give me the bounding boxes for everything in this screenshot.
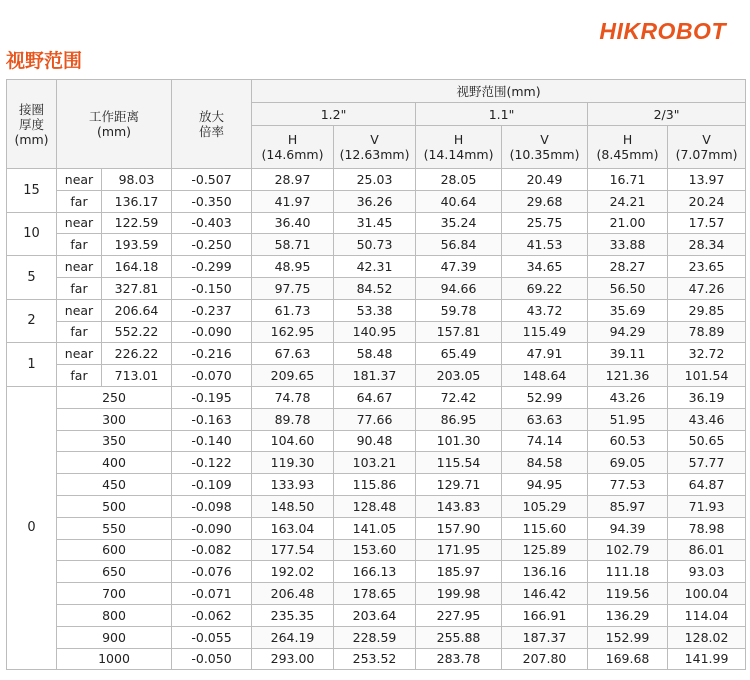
table-row (7, 299, 746, 321)
magnification-cell: -0.090 (172, 321, 252, 343)
distance-cell: 122.59 (102, 212, 172, 234)
thickness-cell: 10 (7, 212, 57, 256)
fov-value-cell: 65.49 (416, 343, 502, 365)
fov-value-cell: 185.97 (416, 561, 502, 583)
distance-cell: 450 (57, 474, 172, 496)
fov-value-cell: 115.60 (502, 517, 588, 539)
magnification-cell: -0.163 (172, 408, 252, 430)
table-row (7, 256, 746, 278)
sensor-1-2-h: H (14.6mm) (252, 126, 334, 169)
distance-cell: 350 (57, 430, 172, 452)
distance-cell: 226.22 (102, 343, 172, 365)
fov-value-cell: 157.90 (416, 517, 502, 539)
table-row (7, 408, 746, 430)
fov-value-cell: 166.13 (334, 561, 416, 583)
fov-table (6, 79, 746, 670)
magnification-cell: -0.109 (172, 474, 252, 496)
fov-value-cell: 58.71 (252, 234, 334, 256)
magnification-cell: -0.082 (172, 539, 252, 561)
fov-value-cell: 69.22 (502, 277, 588, 299)
table-header (7, 80, 746, 169)
fov-value-cell: 146.42 (502, 583, 588, 605)
fov-value-cell: 43.46 (668, 408, 746, 430)
fov-value-cell: 255.88 (416, 626, 502, 648)
magnification-cell: -0.507 (172, 169, 252, 191)
table-row (7, 626, 746, 648)
fov-value-cell: 41.53 (502, 234, 588, 256)
fov-value-cell: 114.04 (668, 604, 746, 626)
magnification-cell: -0.216 (172, 343, 252, 365)
fov-value-cell: 152.99 (588, 626, 668, 648)
near-far-cell: near (57, 169, 102, 191)
table-row (7, 604, 746, 626)
distance-cell: 550 (57, 517, 172, 539)
fov-value-cell: 102.79 (588, 539, 668, 561)
fov-value-cell: 209.65 (252, 365, 334, 387)
table-row (7, 190, 746, 212)
fov-value-cell: 32.72 (668, 343, 746, 365)
fov-value-cell: 29.68 (502, 190, 588, 212)
fov-value-cell: 42.31 (334, 256, 416, 278)
near-far-cell: far (57, 234, 102, 256)
fov-value-cell: 94.39 (588, 517, 668, 539)
table-row (7, 474, 746, 496)
fov-value-cell: 72.42 (416, 386, 502, 408)
fov-value-cell: 128.02 (668, 626, 746, 648)
distance-cell: 300 (57, 408, 172, 430)
fov-value-cell: 78.98 (668, 517, 746, 539)
fov-value-cell: 69.05 (588, 452, 668, 474)
distance-cell: 1000 (57, 648, 172, 670)
sensor-2-3: 2/3" (588, 103, 746, 126)
distance-cell: 400 (57, 452, 172, 474)
table-row (7, 517, 746, 539)
fov-value-cell: 23.65 (668, 256, 746, 278)
table-row (7, 365, 746, 387)
fov-value-cell: 128.48 (334, 495, 416, 517)
fov-value-cell: 28.34 (668, 234, 746, 256)
magnification-cell: -0.055 (172, 626, 252, 648)
distance-cell: 713.01 (102, 365, 172, 387)
fov-value-cell: 36.26 (334, 190, 416, 212)
fov-value-cell: 101.30 (416, 430, 502, 452)
fov-value-cell: 97.75 (252, 277, 334, 299)
sensor-1-1: 1.1" (416, 103, 588, 126)
fov-value-cell: 264.19 (252, 626, 334, 648)
table-row (7, 277, 746, 299)
fov-value-cell: 253.52 (334, 648, 416, 670)
near-far-cell: far (57, 321, 102, 343)
fov-value-cell: 17.57 (668, 212, 746, 234)
table-body (7, 169, 746, 670)
fov-value-cell: 94.95 (502, 474, 588, 496)
fov-value-cell: 192.02 (252, 561, 334, 583)
fov-value-cell: 140.95 (334, 321, 416, 343)
fov-value-cell: 41.97 (252, 190, 334, 212)
fov-value-cell: 58.48 (334, 343, 416, 365)
magnification-cell: -0.071 (172, 583, 252, 605)
fov-value-cell: 77.53 (588, 474, 668, 496)
fov-value-cell: 143.83 (416, 495, 502, 517)
table-row (7, 212, 746, 234)
fov-value-cell: 119.30 (252, 452, 334, 474)
magnification-cell: -0.076 (172, 561, 252, 583)
fov-value-cell: 29.85 (668, 299, 746, 321)
fov-value-cell: 21.00 (588, 212, 668, 234)
fov-value-cell: 121.36 (588, 365, 668, 387)
near-far-cell: near (57, 256, 102, 278)
sensor-1-2: 1.2" (252, 103, 416, 126)
near-far-cell: near (57, 299, 102, 321)
fov-value-cell: 36.40 (252, 212, 334, 234)
distance-cell: 327.81 (102, 277, 172, 299)
distance-cell: 500 (57, 495, 172, 517)
fov-value-cell: 148.64 (502, 365, 588, 387)
fov-value-cell: 59.78 (416, 299, 502, 321)
col-magnification: 放大 倍率 (172, 80, 252, 169)
fov-value-cell: 13.97 (668, 169, 746, 191)
fov-value-cell: 103.21 (334, 452, 416, 474)
sensor-2-3-v: V (7.07mm) (668, 126, 746, 169)
magnification-cell: -0.403 (172, 212, 252, 234)
fov-value-cell: 166.91 (502, 604, 588, 626)
table-row (7, 495, 746, 517)
table-row (7, 648, 746, 670)
fov-value-cell: 235.35 (252, 604, 334, 626)
distance-cell: 900 (57, 626, 172, 648)
fov-value-cell: 25.03 (334, 169, 416, 191)
thickness-cell: 0 (7, 386, 57, 669)
fov-value-cell: 125.89 (502, 539, 588, 561)
fov-value-cell: 48.95 (252, 256, 334, 278)
magnification-cell: -0.299 (172, 256, 252, 278)
fov-value-cell: 50.65 (668, 430, 746, 452)
near-far-cell: far (57, 277, 102, 299)
fov-value-cell: 293.00 (252, 648, 334, 670)
fov-value-cell: 169.68 (588, 648, 668, 670)
hikrobot-logo (599, 18, 726, 46)
fov-value-cell: 43.72 (502, 299, 588, 321)
distance-cell: 600 (57, 539, 172, 561)
fov-value-cell: 163.04 (252, 517, 334, 539)
fov-value-cell: 283.78 (416, 648, 502, 670)
fov-value-cell: 35.69 (588, 299, 668, 321)
fov-value-cell: 61.73 (252, 299, 334, 321)
distance-cell: 552.22 (102, 321, 172, 343)
fov-value-cell: 111.18 (588, 561, 668, 583)
distance-cell: 650 (57, 561, 172, 583)
fov-value-cell: 64.67 (334, 386, 416, 408)
distance-cell: 700 (57, 583, 172, 605)
table-row (7, 321, 746, 343)
fov-value-cell: 64.87 (668, 474, 746, 496)
fov-value-cell: 115.86 (334, 474, 416, 496)
fov-value-cell: 206.48 (252, 583, 334, 605)
fov-value-cell: 100.04 (668, 583, 746, 605)
fov-value-cell: 153.60 (334, 539, 416, 561)
magnification-cell: -0.250 (172, 234, 252, 256)
fov-value-cell: 181.37 (334, 365, 416, 387)
magnification-cell: -0.237 (172, 299, 252, 321)
magnification-cell: -0.140 (172, 430, 252, 452)
page-title: 视野范围 (6, 50, 83, 72)
fov-value-cell: 84.52 (334, 277, 416, 299)
fov-value-cell: 93.03 (668, 561, 746, 583)
fov-value-cell: 20.49 (502, 169, 588, 191)
fov-value-cell: 148.50 (252, 495, 334, 517)
fov-value-cell: 104.60 (252, 430, 334, 452)
fov-value-cell: 63.63 (502, 408, 588, 430)
col-fov-group: 视野范围(mm) (252, 80, 746, 103)
table-row (7, 452, 746, 474)
fov-value-cell: 51.95 (588, 408, 668, 430)
fov-value-cell: 171.95 (416, 539, 502, 561)
fov-value-cell: 227.95 (416, 604, 502, 626)
magnification-cell: -0.195 (172, 386, 252, 408)
fov-value-cell: 74.78 (252, 386, 334, 408)
fov-value-cell: 28.05 (416, 169, 502, 191)
near-far-cell: near (57, 212, 102, 234)
near-far-cell: near (57, 343, 102, 365)
magnification-cell: -0.150 (172, 277, 252, 299)
fov-value-cell: 178.65 (334, 583, 416, 605)
fov-value-cell: 67.63 (252, 343, 334, 365)
fov-value-cell: 101.54 (668, 365, 746, 387)
table-row (7, 343, 746, 365)
table-row (7, 583, 746, 605)
table-row (7, 539, 746, 561)
sensor-2-3-h: H (8.45mm) (588, 126, 668, 169)
fov-value-cell: 94.66 (416, 277, 502, 299)
magnification-cell: -0.070 (172, 365, 252, 387)
fov-value-cell: 162.95 (252, 321, 334, 343)
fov-value-cell: 77.66 (334, 408, 416, 430)
fov-value-cell: 90.48 (334, 430, 416, 452)
fov-value-cell: 31.45 (334, 212, 416, 234)
thickness-cell: 1 (7, 343, 57, 387)
magnification-cell: -0.090 (172, 517, 252, 539)
fov-value-cell: 20.24 (668, 190, 746, 212)
sensor-1-1-v: V (10.35mm) (502, 126, 588, 169)
table-row (7, 386, 746, 408)
col-distance: 工作距离 (mm) (57, 80, 172, 169)
magnification-cell: -0.098 (172, 495, 252, 517)
fov-value-cell: 86.01 (668, 539, 746, 561)
fov-value-cell: 203.05 (416, 365, 502, 387)
thickness-cell: 5 (7, 256, 57, 300)
fov-value-cell: 74.14 (502, 430, 588, 452)
fov-value-cell: 53.38 (334, 299, 416, 321)
fov-value-cell: 35.24 (416, 212, 502, 234)
fov-value-cell: 199.98 (416, 583, 502, 605)
magnification-cell: -0.122 (172, 452, 252, 474)
fov-value-cell: 157.81 (416, 321, 502, 343)
fov-value-cell: 141.05 (334, 517, 416, 539)
fov-value-cell: 47.39 (416, 256, 502, 278)
fov-value-cell: 57.77 (668, 452, 746, 474)
fov-value-cell: 105.29 (502, 495, 588, 517)
fov-value-cell: 187.37 (502, 626, 588, 648)
fov-value-cell: 129.71 (416, 474, 502, 496)
distance-cell: 98.03 (102, 169, 172, 191)
fov-value-cell: 36.19 (668, 386, 746, 408)
magnification-cell: -0.350 (172, 190, 252, 212)
distance-cell: 164.18 (102, 256, 172, 278)
fov-value-cell: 94.29 (588, 321, 668, 343)
fov-value-cell: 141.99 (668, 648, 746, 670)
sensor-1-1-h: H (14.14mm) (416, 126, 502, 169)
fov-value-cell: 39.11 (588, 343, 668, 365)
fov-value-cell: 177.54 (252, 539, 334, 561)
near-far-cell: far (57, 190, 102, 212)
fov-value-cell: 43.26 (588, 386, 668, 408)
fov-value-cell: 115.54 (416, 452, 502, 474)
distance-cell: 136.17 (102, 190, 172, 212)
fov-value-cell: 50.73 (334, 234, 416, 256)
distance-cell: 206.64 (102, 299, 172, 321)
thickness-cell: 2 (7, 299, 57, 343)
fov-value-cell: 56.84 (416, 234, 502, 256)
col-thickness: 接圈 厚度 (mm) (7, 80, 57, 169)
fov-value-cell: 25.75 (502, 212, 588, 234)
fov-value-cell: 203.64 (334, 604, 416, 626)
thickness-cell: 15 (7, 169, 57, 213)
fov-value-cell: 24.21 (588, 190, 668, 212)
fov-value-cell: 133.93 (252, 474, 334, 496)
fov-value-cell: 207.80 (502, 648, 588, 670)
near-far-cell: far (57, 365, 102, 387)
table-row (7, 169, 746, 191)
fov-value-cell: 28.97 (252, 169, 334, 191)
magnification-cell: -0.050 (172, 648, 252, 670)
fov-value-cell: 60.53 (588, 430, 668, 452)
fov-value-cell: 40.64 (416, 190, 502, 212)
fov-value-cell: 84.58 (502, 452, 588, 474)
table-row (7, 561, 746, 583)
fov-value-cell: 16.71 (588, 169, 668, 191)
fov-value-cell: 56.50 (588, 277, 668, 299)
fov-value-cell: 89.78 (252, 408, 334, 430)
fov-value-cell: 71.93 (668, 495, 746, 517)
fov-value-cell: 28.27 (588, 256, 668, 278)
magnification-cell: -0.062 (172, 604, 252, 626)
distance-cell: 250 (57, 386, 172, 408)
fov-value-cell: 119.56 (588, 583, 668, 605)
fov-value-cell: 86.95 (416, 408, 502, 430)
fov-value-cell: 33.88 (588, 234, 668, 256)
distance-cell: 800 (57, 604, 172, 626)
fov-value-cell: 47.91 (502, 343, 588, 365)
distance-cell: 193.59 (102, 234, 172, 256)
fov-value-cell: 115.49 (502, 321, 588, 343)
fov-value-cell: 78.89 (668, 321, 746, 343)
fov-value-cell: 85.97 (588, 495, 668, 517)
table-row (7, 234, 746, 256)
logo-text: HIKROBOT (599, 18, 726, 44)
fov-value-cell: 34.65 (502, 256, 588, 278)
fov-value-cell: 136.16 (502, 561, 588, 583)
fov-value-cell: 136.29 (588, 604, 668, 626)
fov-value-cell: 228.59 (334, 626, 416, 648)
sensor-1-2-v: V (12.63mm) (334, 126, 416, 169)
fov-value-cell: 52.99 (502, 386, 588, 408)
table-row (7, 430, 746, 452)
fov-value-cell: 47.26 (668, 277, 746, 299)
